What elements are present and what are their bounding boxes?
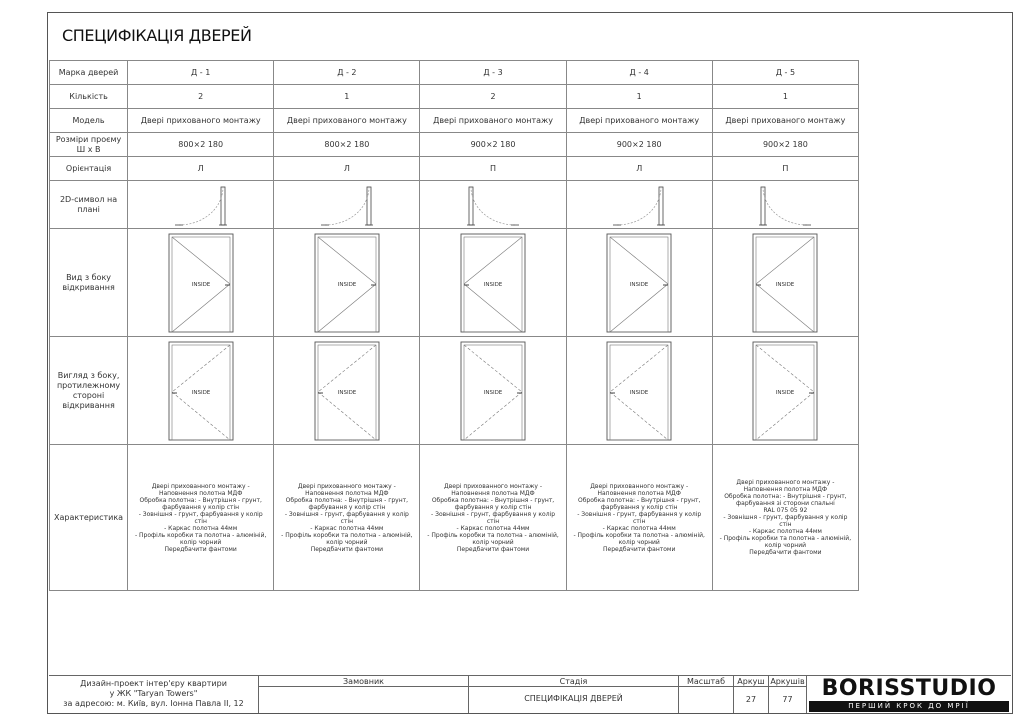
- inside-label: INSIDE: [191, 281, 210, 288]
- row-label: Орієнтація: [50, 157, 128, 181]
- door-qty-cell: 1: [712, 85, 858, 109]
- sheet-label: Аркуш: [734, 676, 769, 687]
- elevation-opposite-cell: [566, 337, 712, 445]
- sheet-title: СПЕЦИФІКАЦІЯ ДВЕРЕЙ: [469, 687, 679, 713]
- studio-logo: [807, 677, 1011, 713]
- door-mark-cell: Д - 1: [128, 61, 274, 85]
- plan-cell: [128, 181, 274, 229]
- door-size-cell: 800×2 180: [128, 133, 274, 157]
- row-label: 2D-символ на плані: [50, 181, 128, 229]
- characteristics-cell: [274, 445, 420, 591]
- door-elevation-drawing: [604, 232, 674, 334]
- door-elevation-drawing: [166, 232, 236, 334]
- door-qty-cell: 1: [566, 85, 712, 109]
- door-mark-cell: Д - 5: [712, 61, 858, 85]
- door-mark-cell: Д - 4: [566, 61, 712, 85]
- inside-label: INSIDE: [337, 389, 357, 396]
- door-elevation-drawing: [604, 340, 674, 442]
- row-label: Характеристика: [50, 445, 128, 591]
- elevation-open-cell: [274, 229, 420, 337]
- door-plan-symbol: [594, 183, 684, 227]
- characteristics-cell: [128, 445, 274, 591]
- door-elevation-drawing: [312, 232, 382, 334]
- spec-row-qty: [50, 85, 859, 109]
- door-characteristics: Двері прихованного монтажу - Наповнення полотна МДФ Обробка полотна: - Внутрішня - грунт, фарбування у колір стін - Зовнішня - грунт, фарбування у колір стін - Каркас полотна 44мм - Профіль коробки та полотна - алюміній, колір чорний Передбачити фантоми: [281, 482, 413, 553]
- elevation-opposite-cell: [420, 337, 566, 445]
- spec-row-mark: [50, 61, 859, 85]
- door-model-cell: Двері прихованого монтажу: [274, 109, 420, 133]
- plan-cell: [566, 181, 712, 229]
- door-mark-cell: Д - 3: [420, 61, 566, 85]
- characteristics-cell: [566, 445, 712, 591]
- row-label: Марка дверей: [50, 61, 128, 85]
- spec-row-plan: [50, 181, 859, 229]
- project-info: Дизайн-проект інтер'єру квартири у ЖК "Taryan Towers" за адресою: м. Київ, вул. Іонна Павла II, 12: [49, 676, 259, 713]
- logo-text: BORISSTUDIO: [821, 676, 997, 701]
- stage-label: Стадія: [469, 676, 679, 687]
- door-plan-symbol: [156, 183, 246, 227]
- characteristics-cell: [420, 445, 566, 591]
- elevation-open-cell: [712, 229, 858, 337]
- door-size-cell: 900×2 180: [566, 133, 712, 157]
- inside-label: INSIDE: [337, 281, 357, 288]
- door-elevation-drawing: [312, 340, 382, 442]
- door-size-cell: 900×2 180: [712, 133, 858, 157]
- elevation-opposite-cell: [128, 337, 274, 445]
- spec-row-orient: [50, 157, 859, 181]
- inside-label: INSIDE: [629, 281, 649, 288]
- page-title: СПЕЦИФІКАЦІЯ ДВЕРЕЙ: [62, 26, 252, 45]
- door-plan-symbol: [740, 183, 830, 227]
- door-spec-table: [49, 60, 859, 591]
- row-label: Вид з боку відкривання: [50, 229, 128, 337]
- sheet-number: 27: [734, 687, 769, 713]
- inside-label: INSIDE: [776, 389, 795, 396]
- spec-row-side_opp: [50, 337, 859, 445]
- door-model-cell: Двері прихованого монтажу: [566, 109, 712, 133]
- door-elevation-drawing: [750, 340, 820, 442]
- door-plan-symbol: [448, 183, 538, 227]
- logo-tagline: ПЕРШИЙ КРОК ДО МРІЇ: [809, 701, 1009, 712]
- sheets-total: 77: [769, 687, 807, 713]
- spec-row-side_open: [50, 229, 859, 337]
- door-characteristics: Двері прихованного монтажу - Наповнення полотна МДФ Обробка полотна: - Внутрішня - грунт, фарбування у колір стін - Зовнішня - грунт, фарбування у колір стін - Каркас полотна 44мм - Профіль коробки та полотна - алюміній, колір чорний Передбачити фантоми: [427, 482, 559, 553]
- door-mark-cell: Д - 2: [274, 61, 420, 85]
- door-orient-cell: П: [420, 157, 566, 181]
- elevation-open-cell: [128, 229, 274, 337]
- elevation-open-cell: [420, 229, 566, 337]
- inside-label: INSIDE: [483, 281, 503, 288]
- elevation-open-cell: [566, 229, 712, 337]
- door-elevation-drawing: [458, 340, 528, 442]
- inside-label: INSIDE: [191, 389, 210, 396]
- door-size-cell: 800×2 180: [274, 133, 420, 157]
- door-orient-cell: Л: [566, 157, 712, 181]
- door-elevation-drawing: [458, 232, 528, 334]
- door-model-cell: Двері прихованого монтажу: [128, 109, 274, 133]
- spec-row-model: [50, 109, 859, 133]
- characteristics-cell: [712, 445, 858, 591]
- door-characteristics: Двері прихованного монтажу - Наповнення полотна МДФ Обробка полотна: - Внутрішня - грунт, фарбування у колір стін - Зовнішня - грунт, фарбування у колір стін - Каркас полотна 44мм - Профіль коробки та полотна - алюміній, колір чорний Передбачити фантоми: [134, 482, 267, 553]
- door-characteristics: Двері прихованного монтажу - Наповнення полотна МДФ Обробка полотна: - Внутрішня - грунт, фарбування у колір стін - Зовнішня - грунт, фарбування у колір стін - Каркас полотна 44мм - Профіль коробки та полотна - алюміній, колір чорний Передбачити фантоми: [573, 482, 705, 553]
- door-plan-symbol: [302, 183, 392, 227]
- client-value: [259, 687, 469, 713]
- door-qty-cell: 1: [274, 85, 420, 109]
- spec-row-size: [50, 133, 859, 157]
- door-qty-cell: 2: [420, 85, 566, 109]
- client-label: Замовник: [259, 676, 469, 687]
- scale-label: Масштаб: [679, 676, 734, 687]
- title-block: [49, 675, 1011, 713]
- plan-cell: [712, 181, 858, 229]
- row-label: Кількість: [50, 85, 128, 109]
- sheets-label: Аркушів: [769, 676, 807, 687]
- inside-label: INSIDE: [776, 281, 795, 288]
- row-label: Розміри проєму Ш х В: [50, 133, 128, 157]
- door-characteristics: Двері прихованного монтажу - Наповнення полотна МДФ Обробка полотна: - Внутрішня - грунт, фарбування зі сторони спальні RAL 075 05 92 - Зовнішня - грунт, фарбування у колір стін - Каркас полотна 44мм - Профіль коробки та полотна - алюміній, колір чорний Передбачити фантоми: [719, 479, 852, 556]
- scale-value: [679, 687, 734, 713]
- inside-label: INSIDE: [629, 389, 649, 396]
- door-size-cell: 900×2 180: [420, 133, 566, 157]
- elevation-opposite-cell: [712, 337, 858, 445]
- door-orient-cell: П: [712, 157, 858, 181]
- inside-label: INSIDE: [483, 389, 503, 396]
- door-model-cell: Двері прихованого монтажу: [420, 109, 566, 133]
- door-qty-cell: 2: [128, 85, 274, 109]
- door-orient-cell: Л: [274, 157, 420, 181]
- plan-cell: [274, 181, 420, 229]
- door-orient-cell: Л: [128, 157, 274, 181]
- door-model-cell: Двері прихованого монтажу: [712, 109, 858, 133]
- plan-cell: [420, 181, 566, 229]
- row-label: Вигляд з боку, протилежному стороні відкривання: [50, 337, 128, 445]
- door-elevation-drawing: [750, 232, 820, 334]
- spec-row-chars: [50, 445, 859, 591]
- door-elevation-drawing: [166, 340, 236, 442]
- elevation-opposite-cell: [274, 337, 420, 445]
- row-label: Модель: [50, 109, 128, 133]
